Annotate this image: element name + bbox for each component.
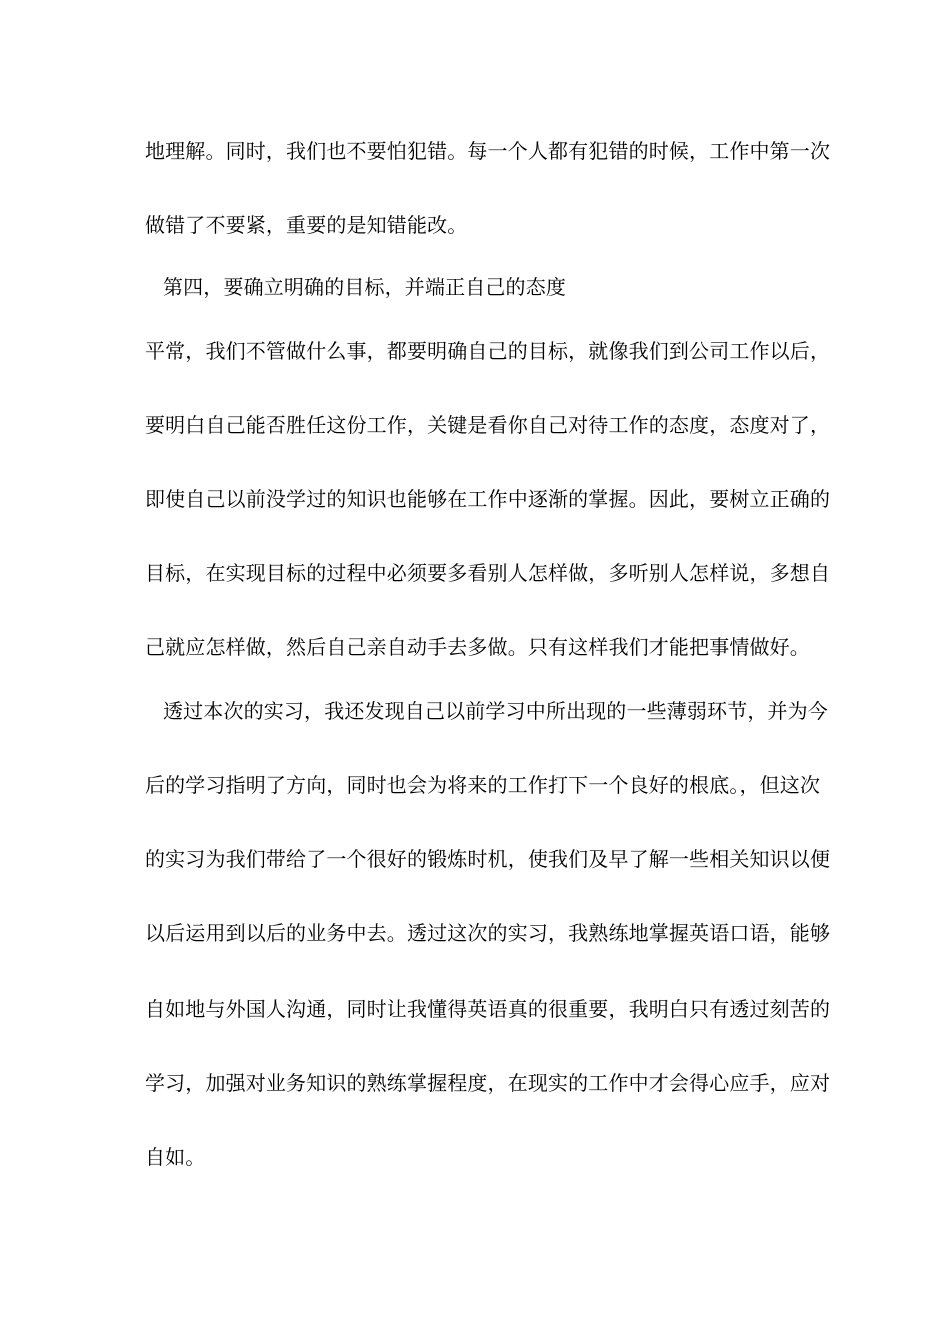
paragraph-start: 透过本次的实习，我还发现自己以前学习中所出现的一些薄弱环节，并为今 — [163, 699, 828, 723]
text-line: 以后运用到以后的业务中去。透过这次的实习，我熟练地掌握英语口语，能够 — [145, 921, 831, 945]
text-line: 地理解。同时，我们也不要怕犯错。每一个人都有犯错的时候，工作中第一次 — [145, 139, 831, 163]
section-heading: 第四，要确立明确的目标，并端正自己的态度 — [163, 275, 566, 299]
text-line: 做错了不要紧，重要的是知错能改。 — [145, 213, 468, 237]
text-line: 的实习为我们带给了一个很好的锻炼时机，使我们及早了解一些相关知识以便 — [145, 847, 831, 871]
text-line: 己就应怎样做，然后自己亲自动手去多做。只有这样我们才能把事情做好。 — [145, 635, 810, 659]
text-line: 目标，在实现目标的过程中必须要多看别人怎样做，多听别人怎样说，多想自 — [145, 561, 831, 585]
text-line: 即使自己以前没学过的知识也能够在工作中逐渐的掌握。因此，要树立正确的 — [145, 487, 831, 511]
text-line: 自如地与外国人沟通，同时让我懂得英语真的很重要，我明白只有透过刻苦的 — [145, 997, 831, 1021]
text-line: 要明白自己能否胜任这份工作，关键是看你自己对待工作的态度，态度对了， — [145, 413, 831, 437]
text-line: 平常，我们不管做什么事，都要明确自己的目标，就像我们到公司工作以后， — [145, 339, 831, 363]
text-line: 学习，加强对业务知识的熟练掌握程度，在现实的工作中才会得心应手，应对 — [145, 1071, 831, 1095]
text-line: 自如。 — [145, 1145, 206, 1169]
text-line: 后的学习指明了方向，同时也会为将来的工作打下一个良好的根底。，但这次 — [145, 773, 821, 797]
